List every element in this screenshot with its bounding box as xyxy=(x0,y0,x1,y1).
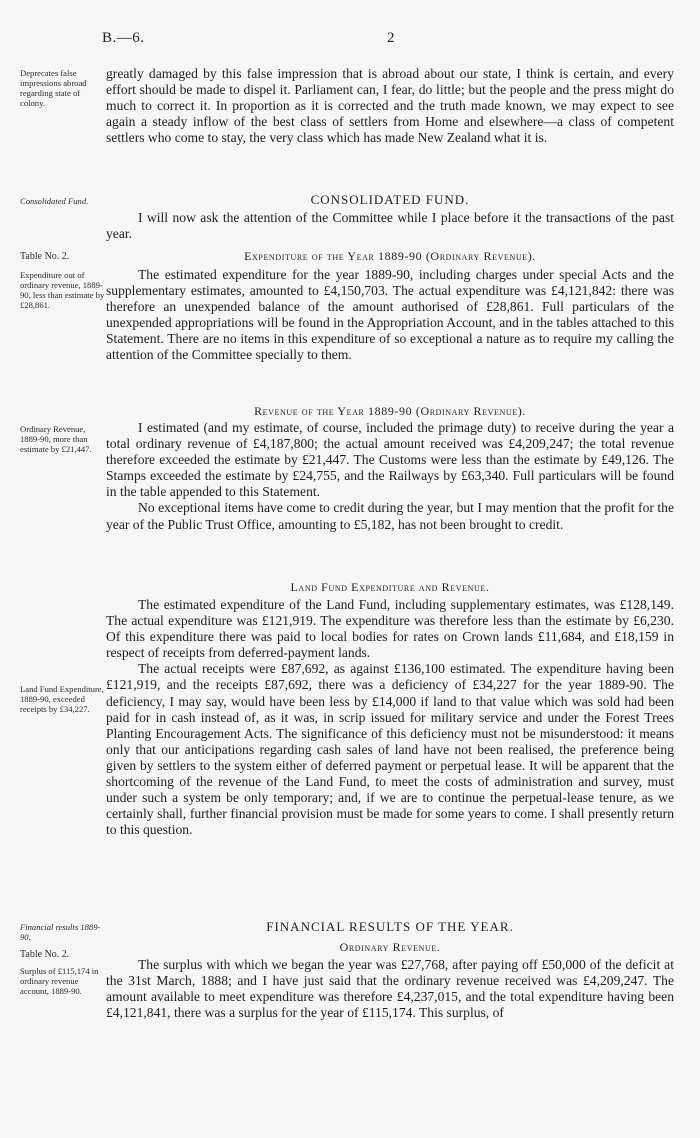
margin-note-deprecates: Deprecates false impressions abroad regarding state of colony. xyxy=(20,68,87,108)
margin-note-table-2a: Table No. 2. xyxy=(20,251,70,262)
financial-results-heading: FINANCIAL RESULTS OF THE YEAR. xyxy=(266,919,514,934)
margin-note-ordinary-revenue: Ordinary Revenue, 1889-90, more than estimate by £21,447. xyxy=(20,424,92,454)
revenue-heading: Revenue of the Year 1889-90 (Ordinary Revenue). xyxy=(254,404,526,418)
margin-note-land-fund: Land Fund Expenditure, 1889-90, exceeded receipts by £34,227. xyxy=(20,684,104,714)
page-number: 2 xyxy=(387,30,395,46)
financial-results-paragraph: The surplus with which we began the year was £27,768, after paying off £50,000 of the deficit at the 31st March, 1888; and I have just said that the ordinary revenue received was £4,209,247. The amount available to meet expenditure was therefore £4,237,015, and the total expenditure having been £4,121,841, there was a surplus for the year of £115,174. This surplus, of xyxy=(106,957,674,1021)
expenditure-paragraph: The estimated expenditure for the year 1889-90, including charges under special Acts and the supplementary estimates, amounted to £4,150,703. The actual expenditure was £4,121,842: there was therefore an unexpended balance of the amount authorised of £28,861. Full particulars of the unexpended appropriations will be found in the Appropriation Account, and in the tables attached to this Statement. There are no items in this expenditure of so exceptional a nature as to require my calling the attention of the Committee specially to them. xyxy=(106,267,674,363)
page-ref: B.—6. xyxy=(102,30,145,46)
land-fund-heading: Land Fund Expenditure and Revenue. xyxy=(290,580,490,594)
margin-note-surplus: Surplus of £115,174 in ordinary revenue account, 1889-90. xyxy=(20,966,99,996)
consolidated-paragraph: I will now ask the attention of the Committee while I place before it the transactions of the past year. xyxy=(106,210,674,242)
expenditure-heading: Expenditure of the Year 1889-90 (Ordinary Revenue). xyxy=(244,249,536,263)
consolidated-fund-heading: CONSOLIDATED FUND. xyxy=(310,192,470,207)
ordinary-revenue-heading: Ordinary Revenue. xyxy=(339,940,441,954)
margin-note-consolidated: Consolidated Fund. xyxy=(20,196,89,206)
revenue-paragraphs: I estimated (and my estimate, of course, included the primage duty) to receive during the year a total ordinary revenue of £4,187,800; the actual amount received was £4,209,247; the total revenue therefore exceeded the estimate by £21,447. The Customs were less than the estimate by £49,126. The Stamps exceeded the estimate by £24,755, and the Railways by £63,340. Full particulars will be found in the table appended to this Statement. No exceptional items have come to credit during the year, but I may mention that the profit for the year of the Public Trust Office, amounting to £5,182, has not been brought to credit. xyxy=(106,420,674,532)
intro-paragraph: greatly damaged by this false impression that is abroad about our state, I think is certain, and every effort should be made to dispel it. Parliament can, I fear, do little; but the people and the press might do much to correct it. In proportion as it is corrected and the truth made known, we may expect to see again a steady inflow of the best class of settlers from Home and elsewhere—a class of competent settlers who come to stay, the very class which has made New Zealand what it is. xyxy=(106,66,674,146)
margin-note-financial-results: Financial results 1889-90. xyxy=(20,922,101,942)
margin-note-table-2b: Table No. 2. xyxy=(20,949,70,960)
land-fund-paragraphs: The estimated expenditure of the Land Fund, including supplementary estimates, was £128,149. The actual expenditure was £121,919. The expenditure was therefore less than the estimate by £6,230. Of this expenditure there was paid to local bodies for rates on Crown lands £11,684, and £18,159 in respect of receipts from deferred-payment lands. The actual receipts were £87,692, as against £136,100 estimated. The expenditure having been £121,919, and the receipts £87,692, there was a deficiency of £34,227 for the year 1889-90. The deficiency, I may say, would have been less by £14,000 if land to that value which was sold had been paid for in cash instead of, as it was, in scrip issued for military service and under the Forest Trees Planting Encouragement Acts. The significance of this deficiency must not be misunderstood: it means only that our anticipations regarding cash sales of land have not been realised, the preference being given by settlers to the system either of deferred payment or perpetual lease. It will be apparent that the shortcoming of the revenue of the Land Fund, to meet the costs of administration and survey, must under such a system be only temporary; and, if we are to continue the perpetual-lease tenure, as we certainly shall, further financial provision must be made for some years to come. I shall presently return to this question. xyxy=(106,597,674,838)
margin-note-expenditure: Expenditure out of ordinary revenue, 1889-90, less than estimate by £28,861. xyxy=(20,270,105,310)
